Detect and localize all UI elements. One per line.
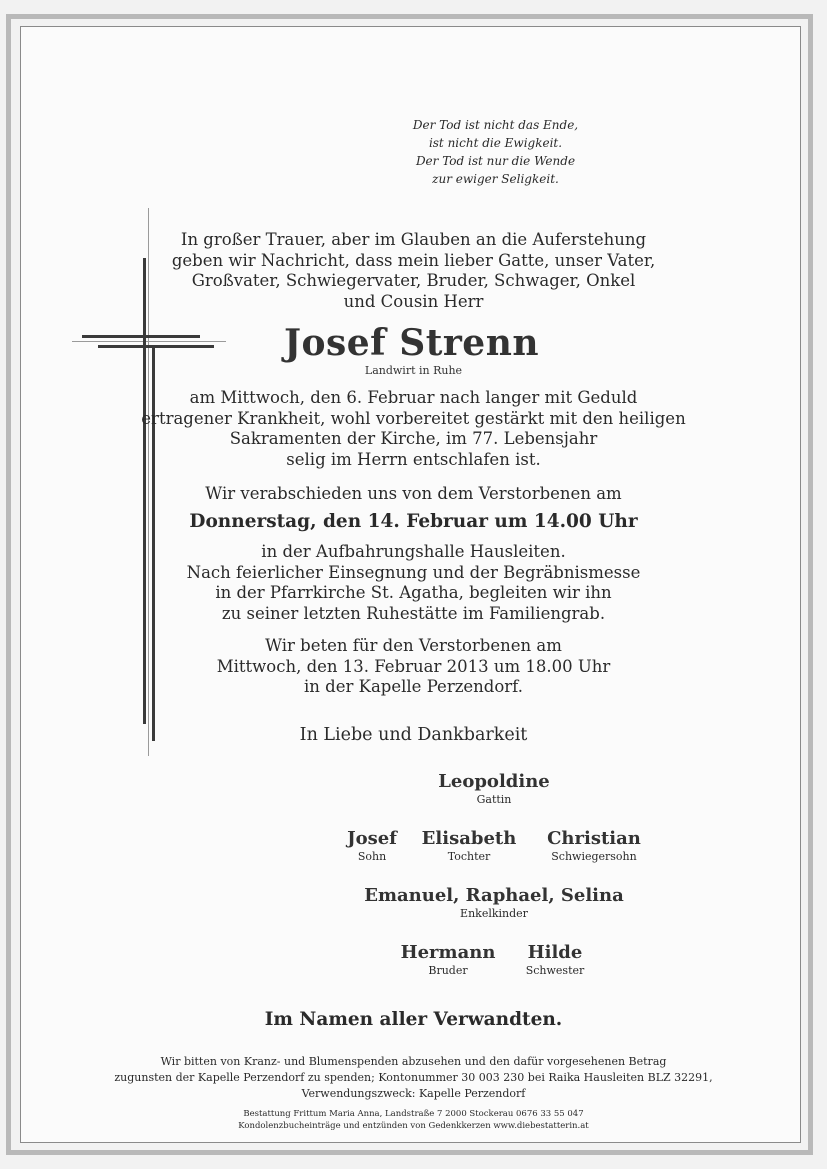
details-line: zu seiner letzten Ruhestätte im Familiengrab.: [221, 603, 606, 623]
note-line: Wir bitten von Kranz- und Blumenspenden abzusehen und den dafür vorgesehenen Betrag: [160, 1055, 667, 1068]
death-notice: [0, 388, 827, 470]
mourner-name: Hermann: [400, 942, 496, 963]
funeral-date: Donnerstag, den 14. Februar um 14.00 Uhr: [189, 511, 638, 532]
love-gratitude: In Liebe und Dankbarkeit: [299, 725, 528, 745]
quote-line: Der Tod ist nicht das Ende,: [412, 118, 579, 132]
intro-line: und Cousin Herr: [343, 291, 484, 311]
quote-line: zur ewiger Seligkeit.: [432, 172, 559, 186]
mourner-role: Enkelkinder: [460, 907, 528, 920]
mourner-role: Tochter: [447, 850, 491, 863]
announcement-intro: [0, 230, 827, 312]
notice-line: am Mittwoch, den 6. Februar nach langer mit Geduld: [189, 388, 638, 407]
epitaph-quote: [82, 116, 827, 188]
notice-line: Sakramenten der Kirche, im 77. Lebensjahr: [229, 429, 598, 448]
mourner-name: Josef: [347, 828, 397, 849]
closing-line: Im Namen aller Verwandten.: [264, 1009, 563, 1030]
donation-note: [0, 1054, 827, 1102]
mourner-wife: [394, 771, 594, 806]
mourner-grandchildren: [344, 885, 644, 920]
notice-line: selig im Herrn entschlafen ist.: [286, 449, 541, 469]
mourner-role: Sohn: [357, 850, 387, 863]
farewell-text: Wir verabschieden uns von dem Verstorbenen am: [205, 484, 622, 503]
mourner-role: Bruder: [428, 964, 468, 977]
deceased-name: Josef Strenn: [283, 322, 540, 364]
mourner-name: Christian: [547, 828, 641, 849]
note-line: zugunsten der Kapelle Perzendorf zu spenden; Kontonummer 30 003 230 bei Raika Hausleiten BLZ 32291,: [114, 1071, 713, 1084]
prayer-notice: [0, 636, 827, 698]
mourner-daughter: [414, 828, 524, 863]
mourner-sister: [515, 942, 595, 977]
prayer-line: Mittwoch, den 13. Februar 2013 um 18.00 Uhr: [216, 656, 611, 676]
undertaker-footer: [0, 1109, 827, 1132]
prayer-line: Wir beten für den Verstorbenen am: [265, 636, 562, 655]
mourner-brother: [398, 942, 498, 977]
notice-line: ertragener Krankheit, wohl vorbereitet gestärkt mit den heiligen: [141, 408, 686, 428]
intro-line: geben wir Nachricht, dass mein lieber Gatte, unser Vater,: [171, 250, 656, 270]
details-line: in der Aufbahrungshalle Hausleiten.: [261, 542, 566, 561]
quote-line: Der Tod ist nur die Wende: [415, 154, 576, 168]
footer-line: Bestattung Frittum Maria Anna, Landstraße 7 2000 Stockerau 0676 33 55 047: [243, 1109, 584, 1119]
footer-line: Kondolenzbucheinträge und entzünden von Gedenkkerzen www.diebestatterin.at: [238, 1120, 589, 1131]
mourner-name: Leopoldine: [438, 771, 550, 792]
mourner-name: Elisabeth: [421, 828, 517, 849]
details-line: in der Pfarrkirche St. Agatha, begleiten wir ihn: [215, 583, 612, 602]
quote-line: ist nicht die Ewigkeit.: [428, 136, 563, 150]
mourner-name: Emanuel, Raphael, Selina: [364, 885, 624, 906]
intro-line: In großer Trauer, aber im Glauben an die Auferstehung: [180, 230, 647, 249]
intro-line: Großvater, Schwiegervater, Bruder, Schwager, Onkel: [191, 271, 636, 290]
deceased-occupation: Landwirt in Ruhe: [364, 364, 463, 377]
mourner-role: Gattin: [476, 793, 512, 806]
mourner-name: Hilde: [527, 942, 583, 963]
details-line: Nach feierlicher Einsegnung und der Begräbnismesse: [186, 562, 641, 582]
mourner-son-in-law: [534, 828, 654, 863]
prayer-line: in der Kapelle Perzendorf.: [304, 677, 523, 696]
mourner-role: Schwester: [525, 964, 585, 977]
mourner-role: Schwiegersohn: [551, 850, 637, 863]
mourner-son: [322, 828, 422, 863]
funeral-details: [0, 542, 827, 624]
note-line: Verwendungszweck: Kapelle Perzendorf: [301, 1087, 526, 1100]
